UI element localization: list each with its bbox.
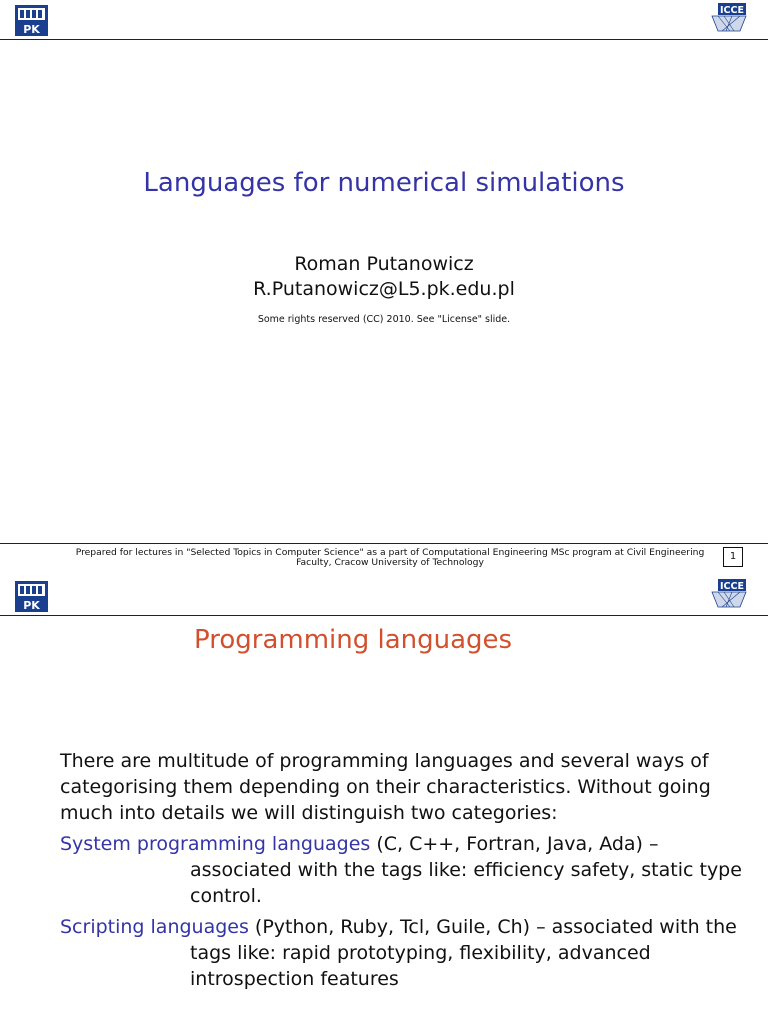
author-name: Roman Putanowicz bbox=[294, 253, 474, 275]
page-number: 1 bbox=[723, 547, 743, 567]
icce-logo-icon bbox=[710, 2, 748, 32]
svg-text:PK: PK bbox=[23, 599, 40, 612]
item-continuation: tags like: rapid prototyping, flexibility, advanced introspection features bbox=[190, 942, 651, 990]
item-description: (Python, Ruby, Tcl, Guile, Ch) – associated with the bbox=[248, 916, 737, 938]
list-item bbox=[60, 914, 750, 940]
icce-logo-icon bbox=[710, 578, 748, 608]
rights-notice: Some rights reserved (CC) 2010. See "License" slide. bbox=[257, 314, 511, 325]
author-email: R.Putanowicz@L5.pk.edu.pl bbox=[253, 278, 515, 300]
slide-footer: Prepared for lectures in "Selected Topics in Computer Science" as a part of Computational Engineering MSc program at Civil Engineering Faculty, Cracow University of Technology bbox=[75, 547, 705, 568]
header-rule bbox=[0, 615, 768, 616]
intro-paragraph: There are multitude of programming languages and several ways of categorising them depending on their characteristics. Without going much into details we will distinguish two categories: bbox=[60, 750, 711, 824]
svg-text:PK: PK bbox=[23, 23, 40, 36]
item-description: (C, C++, Fortran, Java, Ada) – bbox=[370, 833, 659, 855]
item-term: Scripting languages bbox=[60, 916, 249, 938]
list-item bbox=[60, 831, 750, 857]
pk-logo-icon bbox=[15, 581, 48, 612]
svg-text:ICCE: ICCE bbox=[720, 581, 744, 592]
footer-rule bbox=[0, 543, 768, 544]
svg-text:ICCE: ICCE bbox=[720, 5, 744, 16]
item-continuation: associated with the tags like: efficiency safety, static type control. bbox=[190, 859, 742, 907]
pk-logo-icon bbox=[15, 5, 48, 36]
content-slide bbox=[0, 576, 768, 1024]
item-term: System programming languages bbox=[60, 833, 371, 855]
slide-title: Languages for numerical simulations bbox=[143, 168, 625, 198]
header-rule bbox=[0, 39, 768, 40]
slide-title: Programming languages bbox=[194, 625, 513, 655]
